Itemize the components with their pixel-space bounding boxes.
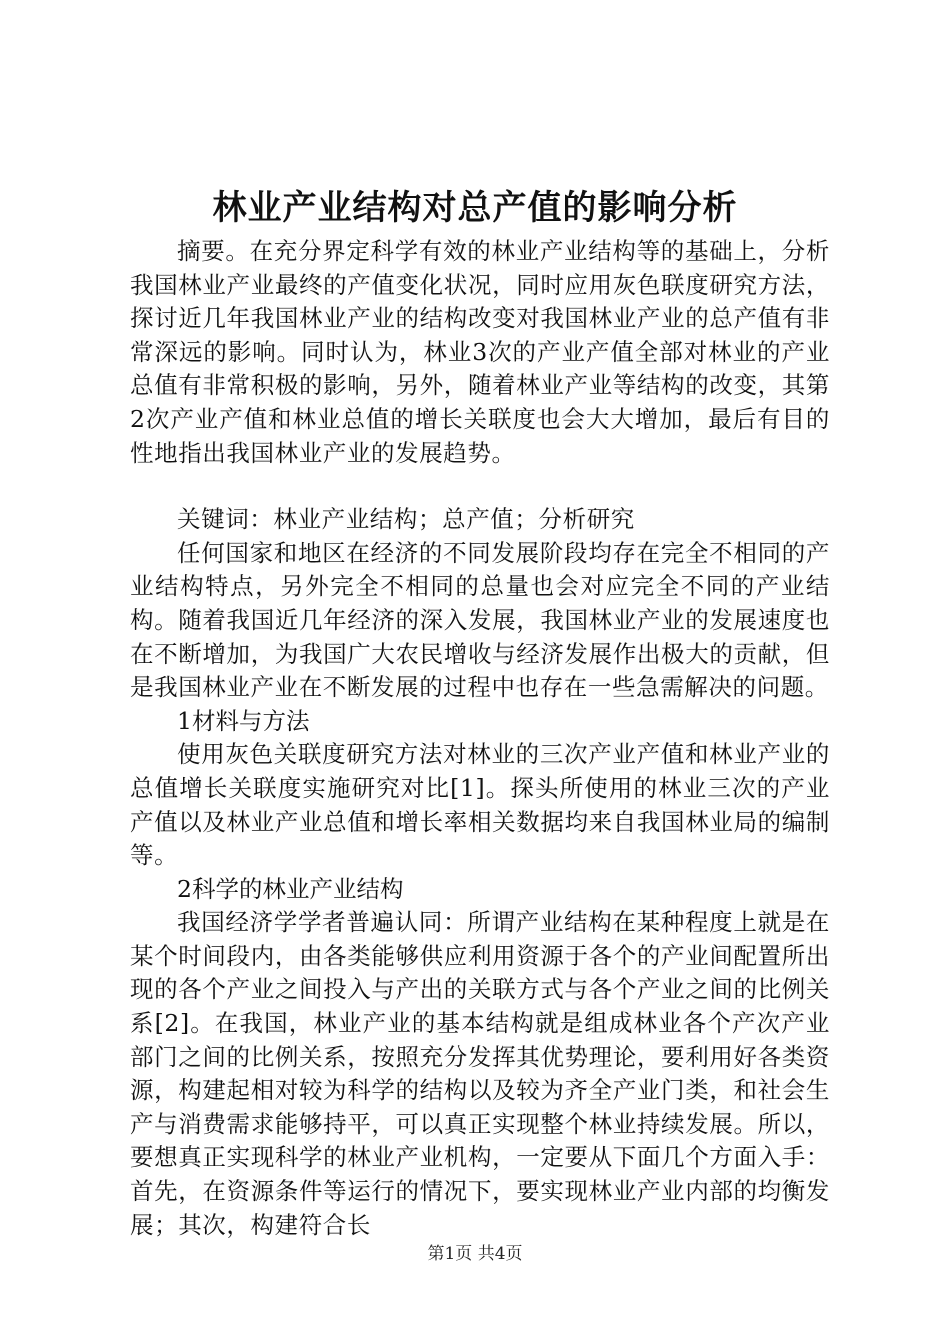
section-1-heading: 1材料与方法 (177, 706, 310, 735)
section-1-paragraph: 使用灰色关联度研究方法对林业的三次产业产值和林业产业的总值增长关联度实施研究对比[1]。探头所使用的林业三次的产业产值以及林业产业总值和增长率相关数据均来自我国林业局的编制等。 (130, 740, 830, 870)
section-2-heading: 2科学的林业产业结构 (177, 874, 404, 903)
section-2-paragraph: 我国经济学学者普遍认同：所谓产业结构在某种程度上就是在某个时间段内，由各类能够供应利用资源于各个的产业间配置所出现的各个产业之间投入与产出的关联方式与各个产业之间的比例关系[2]。在我国，林业产业的基本结构就是组成林业各个产次产业部门之间的比例关系，按照充分发挥其优势理论，要利用好各类资源，构建起相对较为科学的结构以及较为齐全产业门类，和社会生产与消费需求能够持平，可以真正实现整个林业持续发展。所以，要想真正实现科学的林业产业机构，一定要从下面几个方面入手：首先，在资源条件等运行的情况下，要实现林业产业内部的均衡发展；其次，构建符合长 (130, 908, 830, 1239)
abstract-paragraph: 摘要。在充分界定科学有效的林业产业结构等的基础上，分析我国林业产业最终的产值变化状况，同时应用灰色联度研究方法，探讨近几年我国林业产业的结构改变对我国林业产业的总产值有非常深远的影响。同时认为，林业3次的产业产值全部对林业的产业总值有非常积极的影响，另外，随着林业产业等结构的改变，其第2次产业产值和林业总值的增长关联度也会大大增加，最后有目的性地指出我国林业产业的发展趋势。 (130, 237, 830, 467)
keywords-line: 关键词：林业产业结构；总产值；分析研究 (177, 505, 635, 534)
intro-paragraph: 任何国家和地区在经济的不同发展阶段均存在完全不相同的产业结构特点，另外完全不相同的总量也会对应完全不同的产业结构。随着我国近几年经济的深入发展，我国林业产业的发展速度也在不断增加，为我国广大农民增收与经济发展作出极大的贡献，但是我国林业产业在不断发展的过程中也存在一些急需解决的问题。 (130, 538, 830, 702)
page-footer: 第1页 共4页 (427, 1244, 523, 1264)
document-title: 林业产业结构对总产值的影响分析 (212, 188, 738, 228)
document-body (130, 235, 830, 1242)
